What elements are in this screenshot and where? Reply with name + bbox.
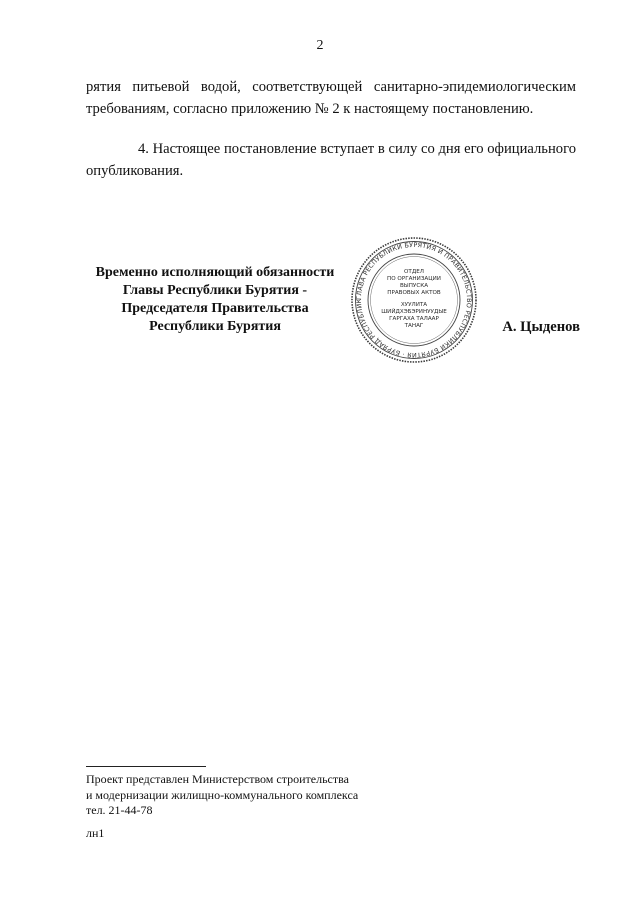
seal-inner-line: ХУУЛИТА xyxy=(400,302,428,308)
seal-inner-line: ГАРГАХА ТАЛААР xyxy=(389,316,439,322)
footnote-line: Проект представлен Министерством строительства xyxy=(86,772,349,786)
page-number: 2 xyxy=(316,38,324,53)
seal-graphic xyxy=(350,236,478,364)
signer-position-line: Временно исполняющий обязанности xyxy=(95,265,335,280)
official-seal-stamp xyxy=(350,236,478,364)
footnote-line: тел. 21-44-78 xyxy=(86,803,153,817)
seal-inner-line: ПРАВОВЫХ АКТОВ xyxy=(387,290,441,296)
seal-inner-line: ШИЙДХЭБЭРИНУУДЫЕ xyxy=(381,309,447,315)
seal-inner-line: ВЫПУСКА xyxy=(399,283,429,289)
footnote-block xyxy=(86,772,486,819)
seal-inner-line: ТАНАГ xyxy=(404,323,424,329)
footnote-line: и модернизации жилищно-коммунального комплекса xyxy=(86,787,359,802)
body-paragraph-effective-date: 4. Настоящее постановление вступает в силу со дня его официального опубликования. xyxy=(86,141,576,179)
signer-position-block xyxy=(86,264,344,336)
signer-position-line: Председателя Правительства xyxy=(121,301,309,316)
seal-inner-line: ПО ОРГАНИЗАЦИИ xyxy=(387,276,441,282)
footnote-divider xyxy=(86,766,206,767)
document-code-mark: лн1 xyxy=(86,826,105,840)
signer-position-line: Главы Республики Бурятия - xyxy=(122,283,308,298)
signer-name: А. Цыденов xyxy=(502,319,580,335)
seal-outer-text: ГЛАВА РЕСПУБЛИКИ БУРЯТИЯ И ПРАВИТЕЛЬСТВО РЕСПУБЛИКИ БУРЯТИЯ · БУРЯАД РЕСПУБЛИК xyxy=(354,240,474,360)
body-paragraph-continuation: рятия питьевой водой, соответствующей санитарно-эпидемиологическим требованиям, согласно приложению № 2 к настоящему постановлению. xyxy=(86,79,576,117)
signer-position-line: Республики Бурятия xyxy=(149,319,281,334)
seal-inner-line: ОТДЕЛ xyxy=(404,269,424,275)
